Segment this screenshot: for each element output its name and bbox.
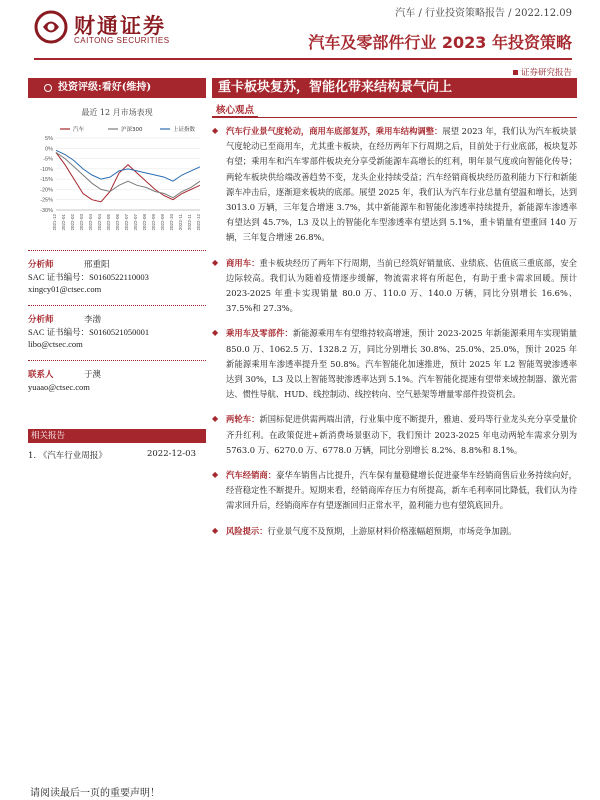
y-tick-label: 5% bbox=[45, 136, 53, 142]
x-tick-label: 2022-01 bbox=[61, 214, 66, 231]
analyst-block-2 bbox=[28, 314, 206, 350]
report-title: 汽车及零部件行业 2023 年投资策略 bbox=[308, 33, 572, 52]
section-keyword: 乘用车及零部件： bbox=[226, 328, 293, 339]
series-line bbox=[56, 150, 200, 181]
department-label bbox=[513, 66, 572, 78]
diamond-bullet-icon: ◆ bbox=[212, 257, 219, 267]
related-report-date: 2022-12-03 bbox=[146, 449, 196, 459]
x-tick-label: 2022-04 bbox=[88, 214, 93, 231]
core-viewpoint-label: 核心观点 bbox=[212, 104, 258, 118]
diamond-bullet-icon: ◆ bbox=[212, 525, 219, 535]
page-header bbox=[0, 0, 600, 78]
related-reports-header: 相关报告 bbox=[28, 429, 206, 443]
rating-text: 投资评级:看好(维持) bbox=[58, 82, 152, 93]
section-text: 重卡板块经历了两年下行周期，当前已经筑好销量底、业绩底、估值底三重底部，安全边际较高。我们认为随着疫情逐步缓解，物流需求将有所起色，有助于重卡需求回暖。预计 2023-2025 年重卡实现销量 80.0 万、110.0 万、140.0 万辆，同比分别增长 16.6%、37.5%和 27.3%。 bbox=[226, 257, 577, 314]
section-text: 展望 2023 年，我们认为汽车板块景气度轮动已至商用车，尤其重卡板块，在经历两年下行周期之后，目前处于行业底部，板块复苏有望；乘用车和汽车零部件板块充分享受新能源车高增长的红利，明年景气度或向智能化传导；两轮车板块供给端改善趋势不变，龙头企业持续受益；汽车经销商板块经历盈利能力下行和新能源车冲击后，逐渐迎来板块的底部。展望 2025 年，我们认为汽车行业总量有望温和增长，达到 3013.0 万辆，三年复合增速 3.7%，其中新能源车和智能化渗透率持续提升，新能源车渗透率有望达到 45.7%，L3 及以上的智能化车型渗透率有望达到 5.1%，重卡销量有望重回 140 万辆，三年复合增速 26.8%。 bbox=[226, 126, 577, 243]
section-text: 行业景气度不及预期，上游原材料价格涨幅超预期，市场竞争加剧。 bbox=[267, 525, 517, 536]
main-content bbox=[212, 78, 577, 539]
legend-label: 汽车 bbox=[73, 127, 85, 133]
analyst-block-1 bbox=[28, 259, 206, 295]
sidebar-divider bbox=[28, 305, 206, 306]
x-tick-label: 2022-11 bbox=[178, 214, 183, 231]
x-tick-label: 2022-06 bbox=[115, 214, 120, 231]
y-tick-label: -25% bbox=[40, 197, 53, 204]
section-industry bbox=[212, 124, 577, 246]
analyst-email[interactable]: xingcy01@ctsec.com bbox=[28, 284, 102, 294]
related-report-title: 1. 《汽车行业周报》 bbox=[28, 451, 107, 461]
square-icon bbox=[513, 70, 518, 75]
section-keyword: 汽车经销商： bbox=[226, 470, 277, 481]
company-logo bbox=[34, 8, 234, 48]
section-text: 新能源乘用车有望维持较高增速，预计 2023-2025 年新能源乘用车实现销量 850.0 万、1062.5 万、1328.2 万，同比分别增长 30.8%、25.0%、25.0%，预计 2025 年新能源乘用车渗透率提升至 50.8%。汽车智能化加速推进，预计 2025 年 L2 智能驾驶渗透率达到 30%，L3 及以上智能驾驶渗透率达到 5.1%。汽车智能化提速有望带来域控制器、激光雷达、惯性导航、HUD、线控制动、线控转向、空气悬架等增量零部件投资机会。 bbox=[226, 328, 577, 400]
x-tick-label: 2022-05 bbox=[106, 214, 111, 231]
sidebar-divider bbox=[28, 250, 206, 251]
diamond-bullet-icon: ◆ bbox=[212, 126, 219, 135]
sidebar bbox=[28, 78, 206, 461]
section-keyword: 两轮车： bbox=[226, 414, 260, 425]
y-tick-label: -10% bbox=[40, 166, 53, 173]
market-performance-chart bbox=[28, 122, 206, 240]
section-keyword: 汽车行业景气度轮动，商用车底部复苏，乘用车结构调整： bbox=[226, 126, 443, 136]
y-tick-label: -30% bbox=[40, 208, 53, 214]
x-tick-label: 2022-03 bbox=[79, 214, 84, 231]
x-tick-label: 2022-10 bbox=[169, 214, 174, 231]
x-tick-label: 2022-04 bbox=[97, 214, 102, 231]
contact-email[interactable]: yuaao@ctsec.com bbox=[28, 382, 90, 392]
section-passenger-vehicle bbox=[212, 326, 577, 402]
headline: 重卡板块复苏，智能化带来结构景气向上 bbox=[212, 78, 577, 98]
diamond-bullet-icon: ◆ bbox=[212, 328, 219, 338]
x-tick-label: 2022-07 bbox=[124, 214, 129, 231]
section-keyword: 风险提示： bbox=[226, 525, 268, 536]
x-tick-label: 2022-08 bbox=[142, 214, 147, 231]
y-tick-label: -20% bbox=[40, 187, 53, 194]
core-divider bbox=[212, 117, 577, 118]
report-meta: 汽车 / 行业投资策略报告 / 2022.12.09 bbox=[395, 8, 572, 19]
legend-label: 沪深300 bbox=[121, 127, 143, 133]
section-risk bbox=[212, 524, 577, 539]
caitong-logo-icon bbox=[34, 10, 68, 44]
x-tick-label: 2022-09 bbox=[151, 214, 156, 231]
analyst-label: 分析师 bbox=[28, 260, 54, 270]
logo-chinese-text: 财通证券 bbox=[74, 14, 166, 38]
y-tick-label: -15% bbox=[40, 177, 53, 184]
logo-english-text: CAITONG SECURITIES bbox=[74, 36, 170, 45]
contact-block bbox=[28, 369, 206, 393]
x-tick-label: 2022-07 bbox=[133, 214, 138, 231]
diamond-bullet-icon: ◆ bbox=[212, 470, 219, 480]
analyst-cert: SAC 证书编号：S0160522110003 bbox=[28, 272, 149, 282]
series-line bbox=[56, 152, 200, 197]
department-text: 证券研究报告 bbox=[520, 68, 572, 78]
sidebar-divider bbox=[28, 360, 206, 361]
analyst-email[interactable]: libo@ctsec.com bbox=[28, 339, 83, 349]
x-tick-label: 2021-12 bbox=[52, 214, 57, 231]
y-tick-label: -5% bbox=[43, 156, 53, 163]
section-commercial-vehicle bbox=[212, 256, 577, 317]
contact-name: 于澳 bbox=[84, 370, 102, 380]
section-two-wheeler bbox=[212, 412, 577, 458]
diamond-bullet-icon: ◆ bbox=[212, 414, 219, 424]
x-tick-label: 2022-11 bbox=[187, 214, 192, 231]
market-chart-svg bbox=[28, 122, 206, 240]
analyst-label: 分析师 bbox=[28, 315, 54, 325]
analyst-name: 李渤 bbox=[84, 315, 102, 325]
x-tick-label: 2022-09 bbox=[160, 214, 165, 231]
analyst-cert: SAC 证书编号：S0160521050001 bbox=[28, 327, 150, 337]
page-footer: 请阅读最后一页的重要声明！ bbox=[30, 788, 160, 799]
chart-title: 最近 12 月市场表现 bbox=[81, 108, 153, 117]
location-pin-icon bbox=[44, 84, 52, 92]
x-tick-label: 2022-12 bbox=[196, 214, 201, 231]
contact-label: 联系人 bbox=[28, 370, 54, 380]
header-divider bbox=[34, 58, 572, 60]
section-dealer bbox=[212, 468, 577, 514]
legend-label: 上证指数 bbox=[173, 127, 196, 133]
related-report-item[interactable] bbox=[28, 449, 206, 461]
investment-rating bbox=[28, 78, 206, 98]
analyst-name: 邢重阳 bbox=[84, 260, 110, 270]
x-tick-label: 2022-02 bbox=[70, 214, 75, 231]
section-text: 新国标促进供需两端出清，行业集中度不断提升，雅迪、爱玛等行业龙头充分享受量价齐升红利。在政策促进+新消费场景驱动下，我们预计 2023-2025 年电动两轮车需求分别为 5763.0 万、6270.0 万、6778.0 万辆，同比分别增长 8.2%、8.8%和 8.1%。 bbox=[226, 414, 577, 455]
section-text: 豪华车销售占比提升，汽车保有量稳健增长促进豪华车经销商售后业务持续向好，经营稳定性不断提升。短期来看，经销商库存压力有所提高，新车毛利率同比降低，我们认为待需求回升后，经销商库存有望逐渐回归正常水平，盈利能力也有望筑底回升。 bbox=[226, 470, 577, 511]
section-keyword: 商用车： bbox=[226, 257, 260, 268]
y-tick-label: 0% bbox=[45, 146, 53, 153]
